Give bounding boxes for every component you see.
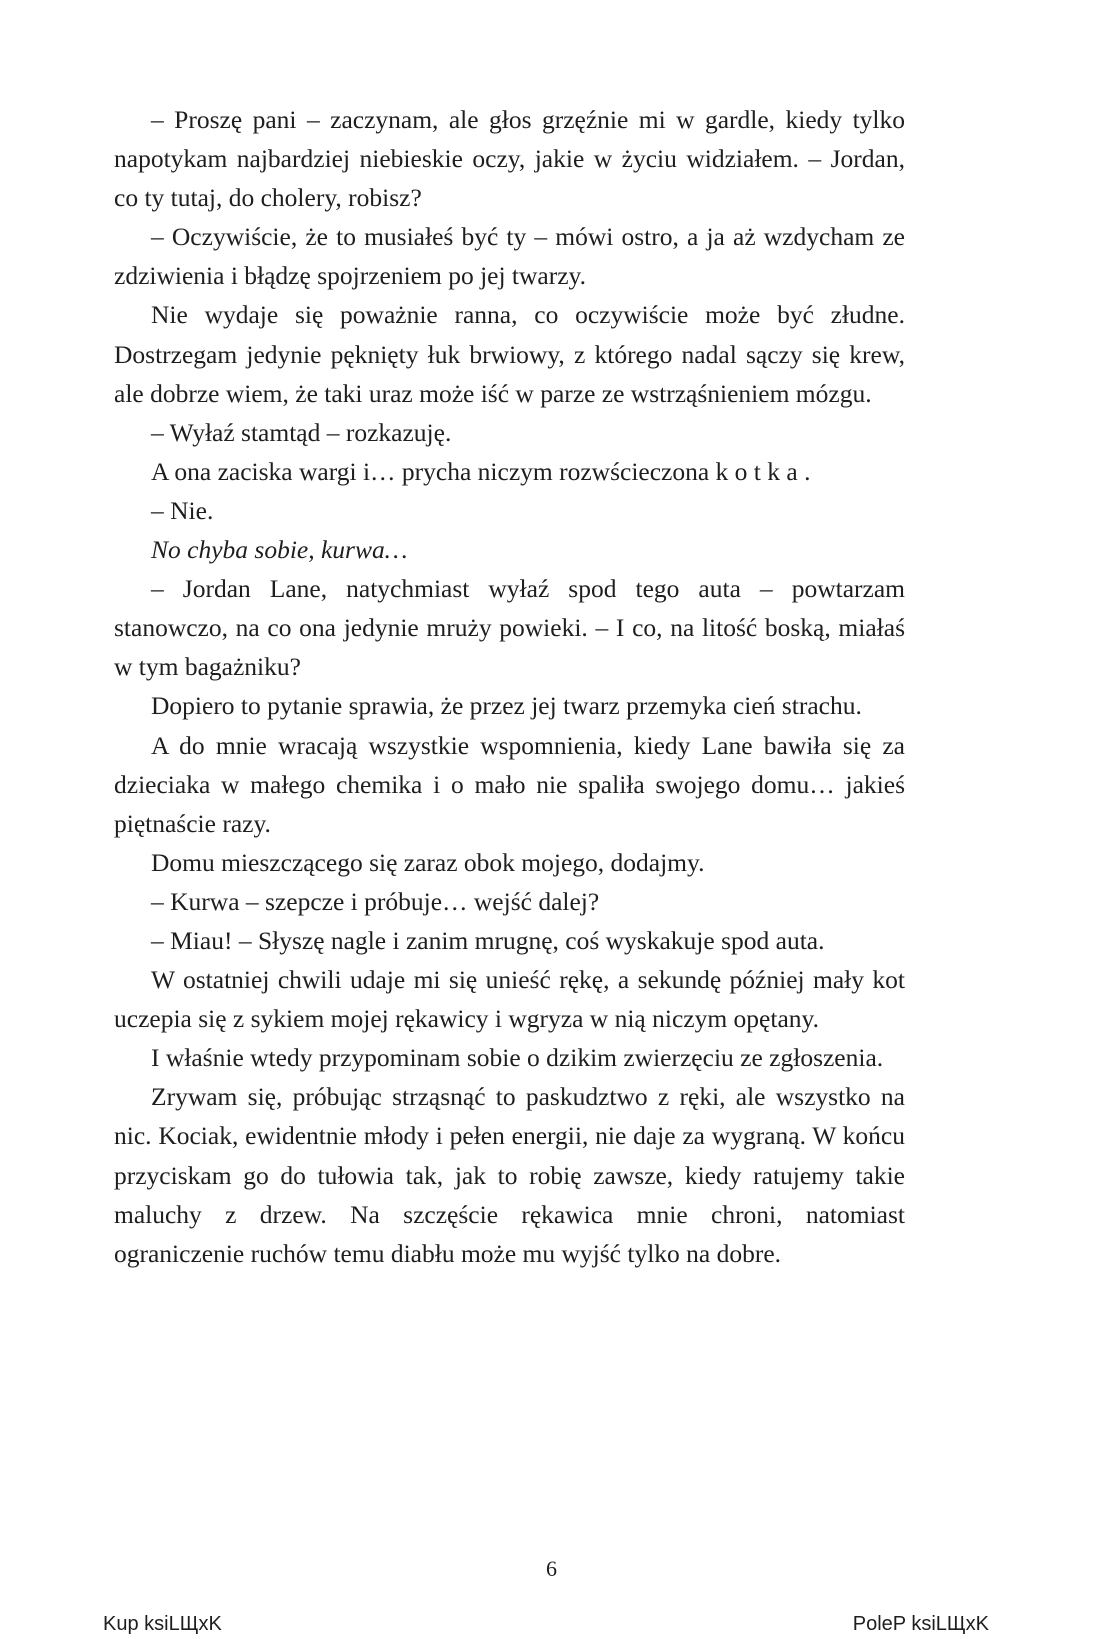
paragraph: – Wyłaź stamtąd – rozkazuję. — [151, 417, 452, 447]
paragraph: – Kurwa – szepcze i próbuje… wejść dalej? — [151, 886, 600, 916]
paragraph: Nie wydaje się poważnie ranna, co oczywiście może być złudne. Dostrzegam jedynie pęknięty łuk brwiowy, z którego nadal sączy się krew, ale dobrze wiem, że taki uraz może iść w parze ze wstrząśnieniem mózgu. — [114, 300, 905, 408]
paragraph: A do mnie wracają wszystkie wspomnienia, kiedy Lane bawiła się za dzieciaka w małego chemika i o mało nie spaliła swojego domu… jakieś piętnaście razy. — [114, 730, 905, 838]
paragraph: – Miau! – Słyszę nagle i zanim mrugnę, coś wyskakuje spod auta. — [151, 925, 825, 955]
italic-paragraph: No chyba sobie, kurwa… — [151, 535, 408, 565]
recommend-book-link[interactable]: PoleP ksiLЩxK — [852, 1613, 989, 1635]
paragraph: – Jordan Lane, natychmiast wyłaź spod tego auta – powtarzam stanowczo, na co ona jedynie mruży powieki. – I co, na litość boską, miałaś w tym bagażniku? — [114, 574, 905, 682]
buy-book-link[interactable]: Kup ksiLЩxK — [103, 1613, 222, 1635]
paragraph: I właśnie wtedy przypominam sobie o dzikim zwierzęciu ze zgłoszenia. — [151, 1043, 884, 1073]
paragraph: Dopiero to pytanie sprawia, że przez jej twarz przemyka cień strachu. — [151, 691, 862, 721]
page-body — [114, 100, 905, 1273]
paragraph: Domu mieszczącego się zaraz obok mojego, dodajmy. — [151, 847, 705, 877]
paragraph: W ostatniej chwili udaje mi się unieść rękę, a sekundę później mały kot uczepia się z sykiem mojej rękawicy i wgryza w nią niczym opętany. — [114, 965, 905, 1034]
paragraph: – Proszę pani – zaczynam, ale głos grzęźnie mi w gardle, kiedy tylko napotykam najbardziej niebieskie oczy, jakie w życiu widziałem. – Jordan, co ty tutaj, do cholery, robisz? — [114, 105, 905, 213]
paragraph: – Oczywiście, że to musiałeś być ty – mówi ostro, a ja aż wzdycham ze zdziwienia i błądzę spojrzeniem po jej twarzy. — [114, 222, 905, 291]
paragraph: A ona zaciska wargi i… prycha niczym rozwścieczona k o t k a . — [151, 456, 811, 486]
paragraph: Zrywam się, próbując strząsnąć to paskudztwo z ręki, ale wszystko na nic. Kociak, ewidentnie młody i pełen energii, nie daje za wygraną. W końcu przyciskam go do tułowia tak, jak to robię zawsze, kiedy ratujemy takie maluchy z drzew. Na szczęście rękawica mnie chroni, natomiast ograniczenie ruchów temu diabłu może mu wyjść tylko na dobre. — [114, 1082, 905, 1268]
page-number: 6 — [546, 1556, 557, 1581]
paragraph: – Nie. — [151, 495, 214, 525]
